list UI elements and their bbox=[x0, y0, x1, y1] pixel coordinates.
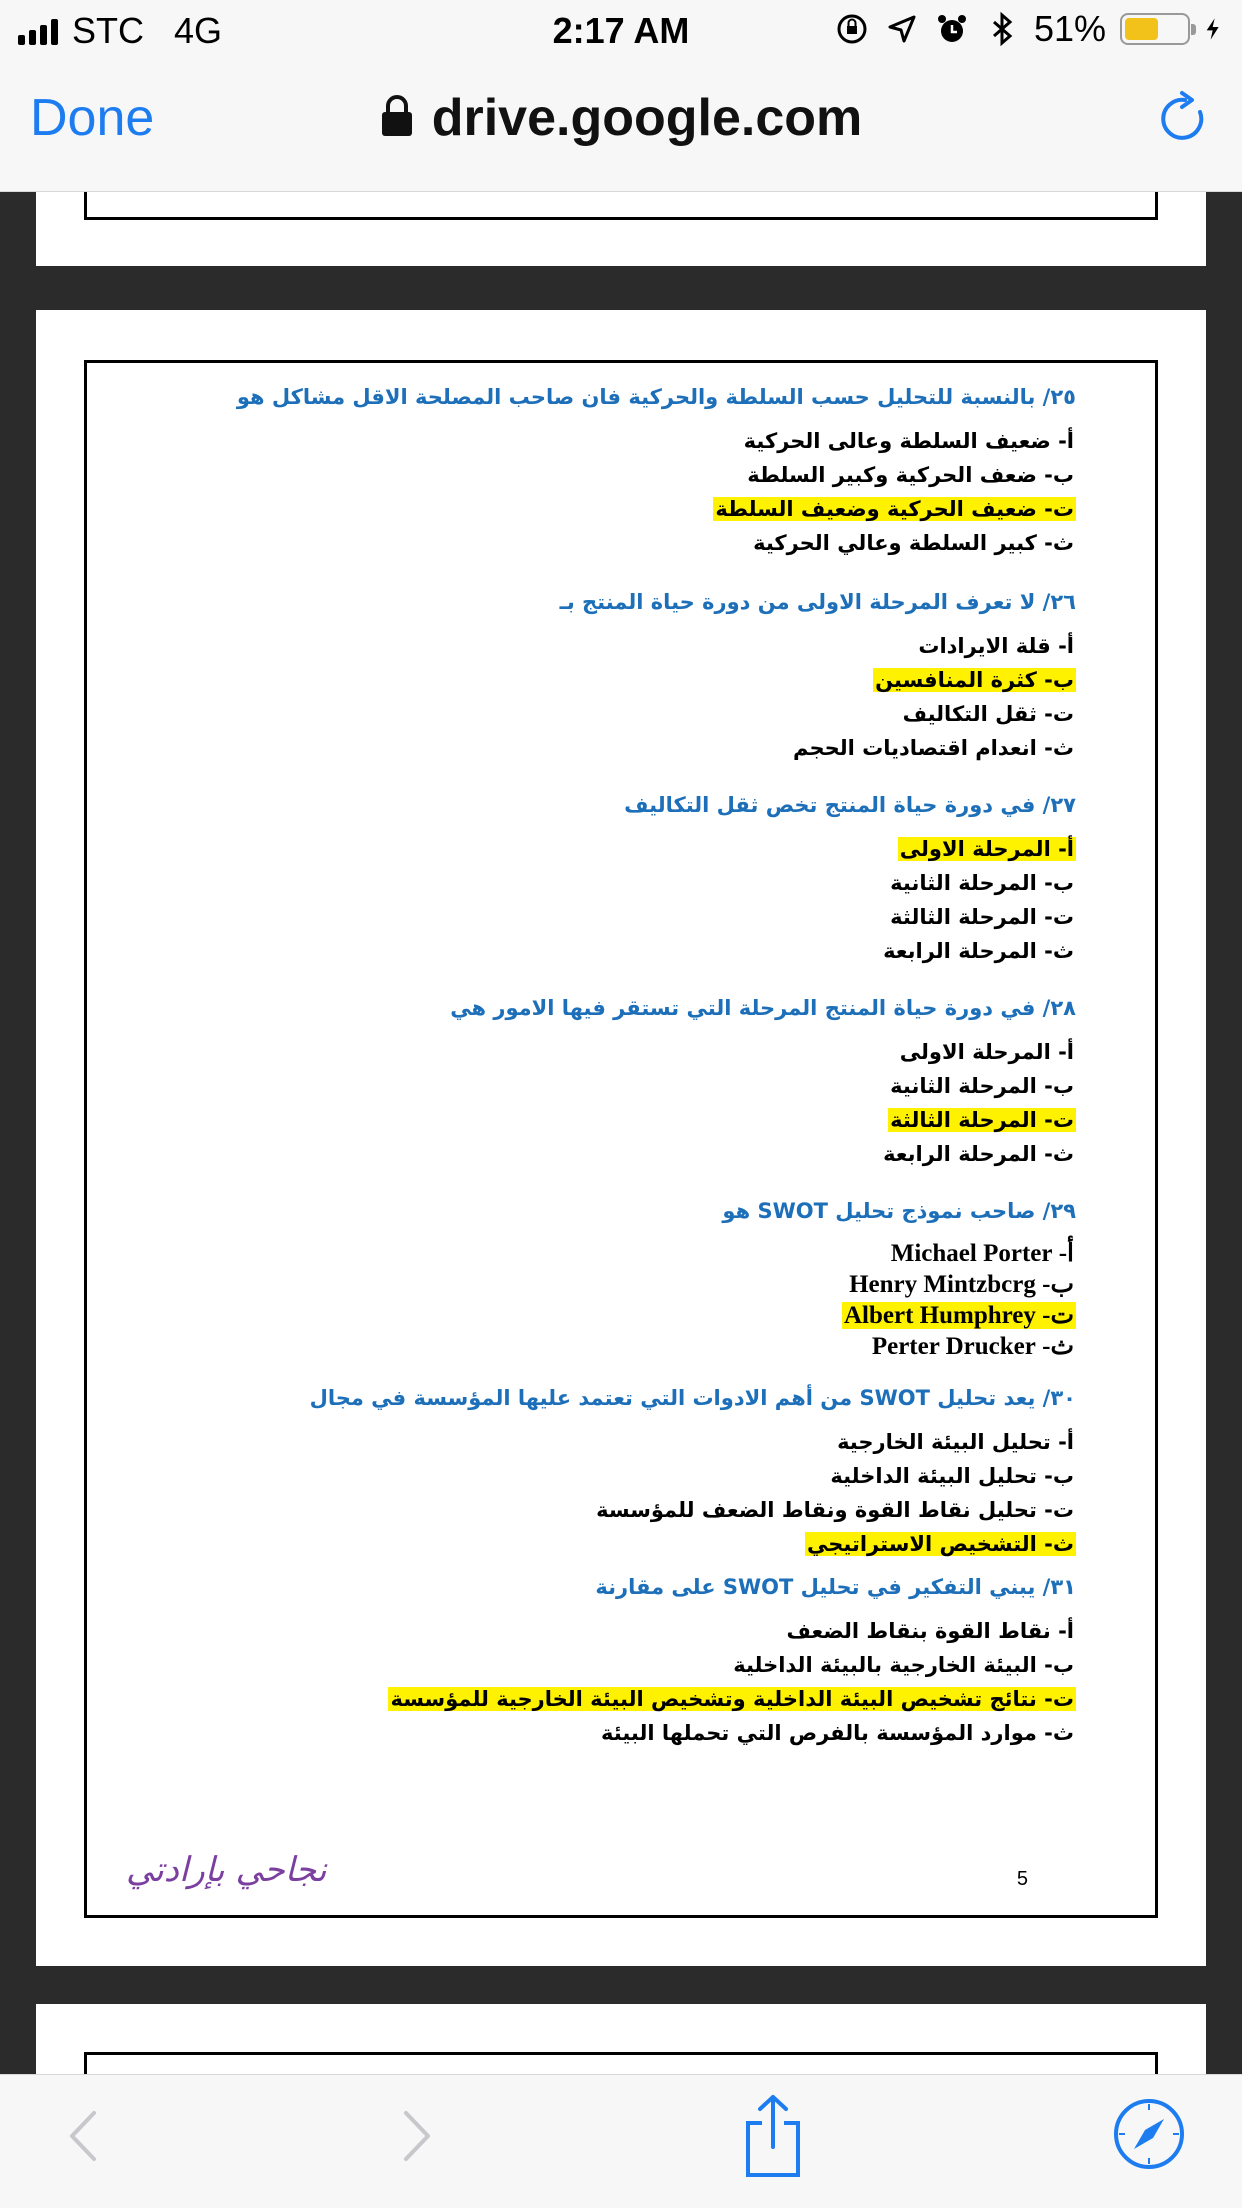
answer-option bbox=[450, 1137, 1076, 1171]
option-text: ث- التشخيص الاستراتيجي bbox=[807, 1532, 1074, 1556]
clock: 2:17 AM bbox=[552, 10, 690, 51]
option-text: ت- المرحلة الثالثة bbox=[890, 905, 1074, 929]
option-text: ث- موارد المؤسسة بالفرص التي تحملها البيئة bbox=[601, 1721, 1074, 1745]
page-border bbox=[84, 192, 1158, 220]
question-block bbox=[722, 1194, 1076, 1362]
options-list bbox=[624, 832, 1076, 968]
option-text: ث- كبير السلطة وعالي الحركية bbox=[753, 531, 1074, 555]
option-text: أ- قلة الايرادات bbox=[918, 634, 1074, 658]
highlighted-answer-option bbox=[388, 1682, 1076, 1716]
answer-option bbox=[722, 1269, 1076, 1300]
answer-option bbox=[624, 900, 1076, 934]
options-list bbox=[388, 1614, 1076, 1750]
answer-option bbox=[237, 526, 1076, 560]
option-text: أ- ضعيف السلطة وعالى الحركية bbox=[743, 429, 1074, 453]
status-right bbox=[834, 8, 1228, 50]
option-text: ت- تحليل نقاط القوة ونقاط الضعف للمؤسسة bbox=[596, 1498, 1074, 1522]
answer-option bbox=[450, 1035, 1076, 1069]
answer-option bbox=[388, 1648, 1076, 1682]
carrier-name: STC bbox=[72, 10, 144, 51]
option-text: ت- Albert Humphrey bbox=[843, 1302, 1074, 1329]
option-text: ب- ضعف الحركية وكبير السلطة bbox=[747, 463, 1074, 487]
share-icon[interactable] bbox=[738, 2093, 808, 2179]
answer-option bbox=[624, 934, 1076, 968]
highlighted-answer-option bbox=[560, 663, 1076, 697]
question-title: ٢٥/ بالنسبة للتحليل حسب السلطة والحركية فان صاحب المصلحة الاقل مشاكل هو bbox=[236, 385, 1076, 409]
option-text: أ- تحليل البيئة الخارجية bbox=[837, 1430, 1074, 1454]
option-text: أ- المرحلة الاولى bbox=[899, 1040, 1074, 1064]
location-arrow-icon bbox=[884, 11, 920, 47]
option-text: ث- Perter Drucker bbox=[871, 1333, 1074, 1360]
url-text: drive.google.com bbox=[431, 89, 863, 147]
lock-icon bbox=[380, 93, 414, 137]
answer-option bbox=[388, 1716, 1076, 1750]
reload-icon[interactable] bbox=[1154, 90, 1212, 148]
answer-option bbox=[450, 1069, 1076, 1103]
question-block bbox=[388, 1570, 1076, 1750]
option-text: أ- المرحلة الاولى bbox=[899, 837, 1074, 861]
alarm-clock-icon bbox=[934, 11, 970, 47]
option-text: ب- كثرة المنافسين bbox=[875, 668, 1074, 692]
option-text: ث- المرحلة الرابعة bbox=[883, 939, 1074, 963]
battery-percent: 51% bbox=[1033, 8, 1106, 49]
answer-option bbox=[624, 866, 1076, 900]
option-text: ب- Henry Mintzbcrg bbox=[849, 1271, 1074, 1298]
options-list bbox=[310, 1425, 1076, 1561]
answer-option bbox=[722, 1331, 1076, 1362]
question-block bbox=[237, 380, 1076, 560]
answer-option bbox=[560, 629, 1076, 663]
network-type: 4G bbox=[174, 10, 223, 51]
option-text: ت- نتائج تشخيص البيئة الداخلية وتشخيص البيئة الخارجية للمؤسسة bbox=[390, 1687, 1074, 1711]
answer-option bbox=[388, 1614, 1076, 1648]
options-list bbox=[237, 424, 1076, 560]
option-text: ب- المرحلة الثانية bbox=[890, 871, 1074, 895]
question-block bbox=[560, 585, 1076, 765]
highlighted-answer-option bbox=[722, 1300, 1076, 1331]
question-block bbox=[624, 788, 1076, 968]
previous-page bbox=[36, 192, 1206, 266]
highlighted-answer-option bbox=[624, 832, 1076, 866]
options-list bbox=[722, 1238, 1076, 1362]
options-list bbox=[450, 1035, 1076, 1171]
charging-bolt-icon bbox=[1204, 11, 1228, 47]
question-title: ٢٩/ صاحب نموذج تحليل SWOT هو bbox=[722, 1199, 1076, 1223]
document-page bbox=[36, 310, 1206, 1966]
signature: نجاحي بإرادتي bbox=[126, 1850, 327, 1890]
options-list bbox=[560, 629, 1076, 765]
answer-option bbox=[310, 1425, 1076, 1459]
document-viewer[interactable] bbox=[0, 192, 1242, 2074]
highlighted-answer-option bbox=[450, 1103, 1076, 1137]
answer-option bbox=[310, 1459, 1076, 1493]
next-page bbox=[36, 2004, 1206, 2074]
bluetooth-icon bbox=[984, 11, 1020, 47]
question-title: ٣٠/ يعد تحليل SWOT من أهم الادوات التي تعتمد عليها المؤسسة في مجال bbox=[309, 1386, 1076, 1410]
status-bar bbox=[0, 0, 1242, 60]
forward-arrow-icon[interactable] bbox=[380, 2101, 450, 2171]
orientation-lock-icon bbox=[834, 11, 870, 47]
option-text: أ- Michael Porter bbox=[890, 1240, 1074, 1267]
question-title: ٢٧/ في دورة حياة المنتج تخص ثقل التكاليف bbox=[624, 793, 1076, 817]
option-text: ت- المرحلة الثالثة bbox=[890, 1108, 1074, 1132]
safari-compass-icon[interactable] bbox=[1112, 2097, 1186, 2171]
answer-option bbox=[237, 424, 1076, 458]
answer-option bbox=[237, 458, 1076, 492]
battery-level-fill bbox=[1125, 18, 1158, 40]
highlighted-answer-option bbox=[310, 1527, 1076, 1561]
question-title: ٢٦/ لا تعرف المرحلة الاولى من دورة حياة المنتج بـ bbox=[559, 590, 1076, 614]
question-block bbox=[310, 1381, 1076, 1561]
browser-nav-bar bbox=[0, 60, 1242, 192]
option-text: ت- ثقل التكاليف bbox=[902, 702, 1074, 726]
address-bar[interactable] bbox=[0, 88, 1242, 148]
answer-option bbox=[310, 1493, 1076, 1527]
option-text: ث- انعدام اقتصاديات الحجم bbox=[793, 736, 1074, 760]
question-block bbox=[450, 991, 1076, 1171]
option-text: أ- نقاط القوة بنقاط الضعف bbox=[786, 1619, 1074, 1643]
answer-option bbox=[722, 1238, 1076, 1269]
back-arrow-icon[interactable] bbox=[50, 2101, 120, 2171]
page-number: 5 bbox=[1016, 1868, 1028, 1890]
option-text: ت- ضعيف الحركية وضعيف السلطة bbox=[715, 497, 1074, 521]
option-text: ب- تحليل البيئة الداخلية bbox=[830, 1464, 1074, 1488]
bottom-toolbar bbox=[0, 2074, 1242, 2208]
done-button[interactable]: Done bbox=[30, 89, 155, 147]
battery-icon bbox=[1120, 13, 1190, 45]
option-text: ث- المرحلة الرابعة bbox=[883, 1142, 1074, 1166]
option-text: ب- البيئة الخارجية بالبيئة الداخلية bbox=[733, 1653, 1074, 1677]
question-title: ٣١/ يبني التفكير في تحليل SWOT على مقارنة bbox=[595, 1575, 1076, 1599]
option-text: ب- المرحلة الثانية bbox=[890, 1074, 1074, 1098]
answer-option bbox=[560, 697, 1076, 731]
question-title: ٢٨/ في دورة حياة المنتج المرحلة التي تستقر فيها الامور هي bbox=[450, 996, 1076, 1020]
answer-option bbox=[560, 731, 1076, 765]
highlighted-answer-option bbox=[237, 492, 1076, 526]
page-border bbox=[84, 2052, 1158, 2074]
